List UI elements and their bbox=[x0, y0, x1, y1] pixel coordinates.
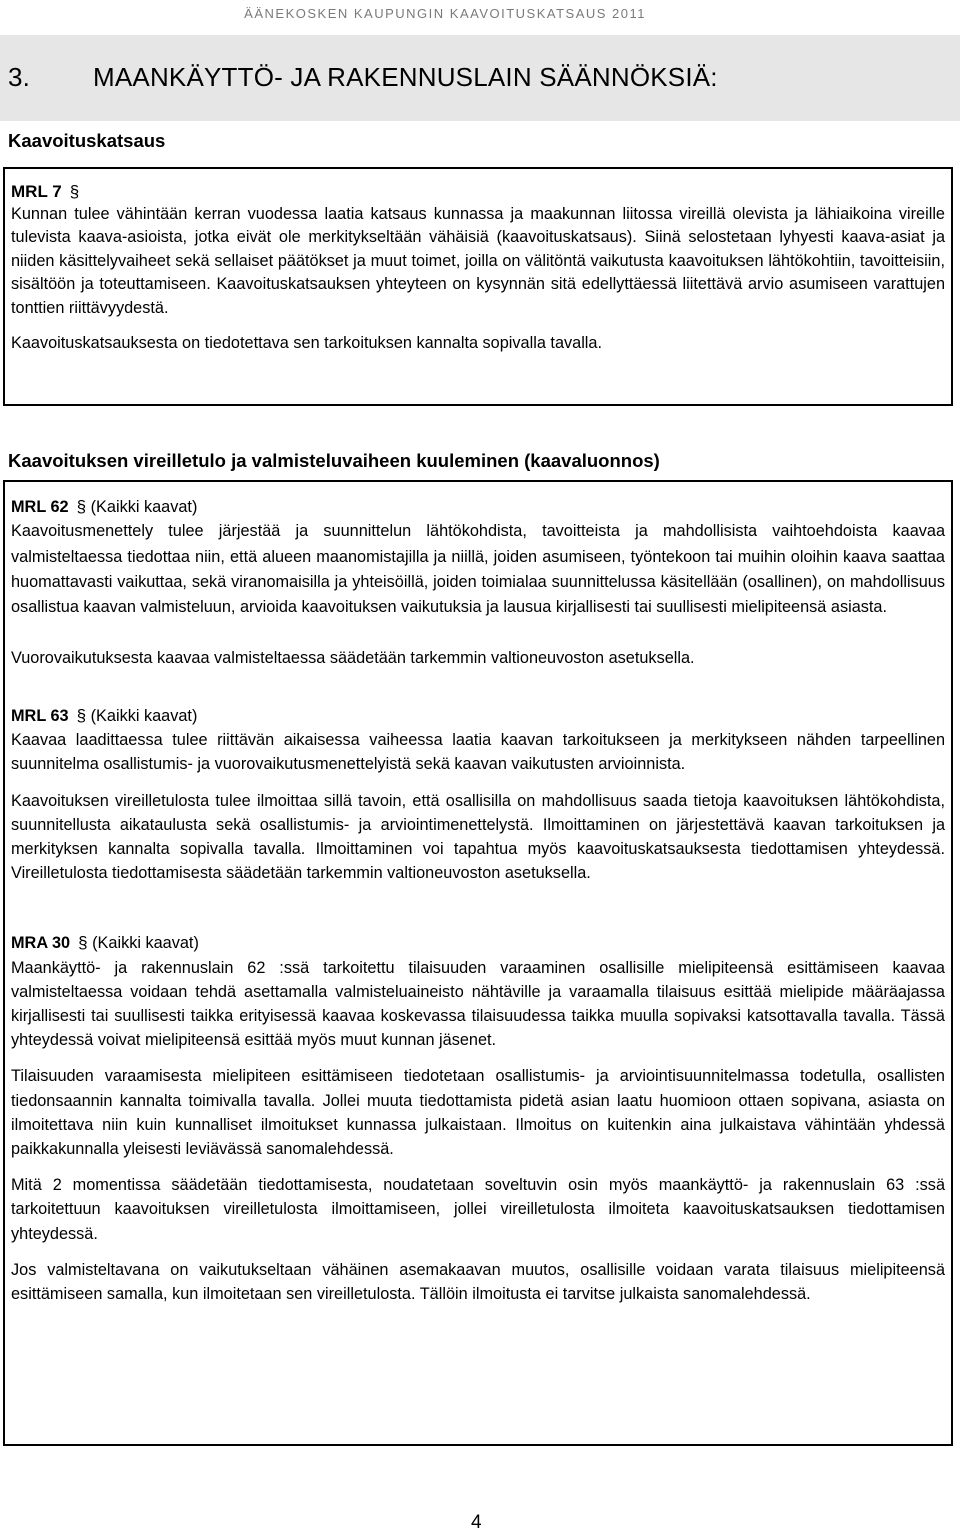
running-header: ÄÄNEKOSKEN KAUPUNGIN KAAVOITUSKATSAUS 2011 bbox=[244, 6, 646, 21]
law-box-vireilletulo bbox=[3, 480, 953, 1446]
paragraph: Vuorovaikutuksesta kaavaa valmisteltaessa säädetään tarkemmin valtioneuvoston asetuksella. bbox=[11, 648, 695, 667]
section-sign-icon: § bbox=[78, 933, 88, 953]
paragraph: Maankäyttö- ja rakennuslain 62 :ssä tarkoitettu tilaisuuden varaaminen osallisille mielipiteensä esittämiseen kaavaa valmisteltaessa voidaan tehdä asettamalla valmisteluaineisto nähtäville ja varaamalla tilaisuus esittää mielipide määräajassa kirjallisesti tai suullisesti taikka erityisessä kaavaa koskevassa tilaisuudessa taikka muulla sopivaksi katsottavalla tavalla. Tässä yhteydessä voivat mielipiteensä esittää myös muut kunnan jäsenet. bbox=[11, 958, 945, 1050]
chapter-number: 3. bbox=[8, 62, 31, 92]
paragraph: Kaavoituskatsauksesta on tiedotettava sen tarkoituksen kannalta sopivalla tavalla. bbox=[11, 334, 603, 353]
paragraph: Jos valmisteltavana on vaikutukseltaan vähäinen asemakaavan muutos, osallisille voidaan varata tilaisuus mielipiteensä esittämiseen samalla, kun ilmoitetaan sen vireilletulosta. Tällöin ilmoitusta ei tarvitse julkaista sanomalehdessä. bbox=[11, 1260, 945, 1304]
paragraph: Kunnan tulee vähintään kerran vuodessa laatia katsaus kunnassa ja maakunnan liitossa vireillä olevista ja lähiaikoina vireille tulevista kaava-asioista, jotka eivät ole merkitykseltään vähäisiä (kaavoituskatsaus). Siinä selostetaan lyhyesti kaava-asiat ja niiden käsittelyvaiheet sekä sellaiset päätökset ja muut toimet, joilla on välitöntä vaikutusta kaavoituksen lähtökohtiin, tavoitteisiin, sisältöön ja toteuttamiseen. Kaavoituskatsauksen yhteyteen on kysynnän sitä edellyttäessä liitettävä arvio asumiseen varattujen tonttien riittävyydestä. bbox=[11, 205, 945, 317]
law-reference: MRL 7 § bbox=[11, 182, 80, 201]
paragraph: Mitä 2 momentissa säädetään tiedottamisesta, noudatetaan soveltuvin osin myös maankäyttö- ja rakennuslain 63 :ssä tarkoitettuun kaavoituksen vireilletulosta ilmoittamiseen, jollei vireilletulosta ilmoiteta kaavoituskatsauksen tiedottamisen yhteydessä. bbox=[11, 1176, 945, 1243]
law-reference-mra-30: MRA 30 § (Kaikki kaavat) bbox=[11, 933, 199, 953]
law-reference-mrl-63: MRL 63 § (Kaikki kaavat) bbox=[11, 706, 198, 726]
page-number: 4 bbox=[471, 1512, 482, 1533]
section-sign-icon: § bbox=[69, 182, 80, 201]
section-sign-icon: § bbox=[76, 706, 87, 726]
section-heading-kaavoituskatsaus: Kaavoituskatsaus bbox=[8, 130, 166, 151]
chapter-title-text: MAANKÄYTTÖ- JA RAKENNUSLAIN SÄÄNNÖKSIÄ: bbox=[93, 62, 718, 92]
paragraph: Kaavoituksen vireilletulosta tulee ilmoittaa sillä tavoin, että osallisilla on mahdollisuus saada tietoja kaavoituksen lähtökohdista, suunnitellusta aikataulusta sekä osallistumis- ja arviointimenettelystä. Ilmoittaminen on järjestettävä kaavan tarkoituksen ja merkityksen kannalta sopivalla tavalla. Ilmoittaminen voi tapahtua myös kaavoituskatsauksesta tiedottamisen yhteydessä. Vireilletulosta tiedottamisesta säädetään tarkemmin valtioneuvoston asetuksella. bbox=[11, 791, 945, 883]
paragraph: Kaavaa laadittaessa tulee riittävän aikaisessa vaiheessa laatia kaavan tarkoitukseen ja merkitykseen nähden tarpeellinen suunnitelma osallistumis- ja vuorovaikutusmenettelyistä sekä kaavan vaikutusten arvioinnista. bbox=[11, 731, 945, 774]
law-box-mrl-7 bbox=[3, 167, 953, 406]
section-heading-vireilletulo: Kaavoituksen vireilletulo ja valmisteluvaiheen kuuleminen (kaavaluonnos) bbox=[8, 450, 660, 471]
law-reference-mrl-62: MRL 62 § (Kaikki kaavat) bbox=[11, 497, 198, 516]
section-sign-icon: § bbox=[76, 497, 87, 516]
paragraph: Tilaisuuden varaamisesta mielipiteen esittämiseen tiedotetaan osallistumis- ja arviointisuunnitelmassa todetulla, osallisten tiedonsaannin kannalta toimivalla tavalla. Jollei muuta tiedottamista pidetä asian laatu huomioon ottaen sopivana, asiasta on ilmoitettava niin kuin kunnalliset ilmoitukset kunnassa julkaistaan. Ilmoitus on kuitenkin aina julkaistava vähintään yhdessä paikkakunnalla yleisesti leviävässä sanomalehdessä. bbox=[11, 1067, 945, 1159]
chapter-title bbox=[8, 62, 718, 93]
paragraph: Kaavoitusmenettely tulee järjestää ja suunnittelun lähtökohdista, tavoitteista ja mahdollisista vaihtoehdoista kaavaa valmisteltaessa tiedottaa niin, että alueen maanomistajilla ja niillä, joiden asumiseen, työntekoon tai muihin oloihin kaava saattaa huomattavasti vaikuttaa, sekä viranomaisilla ja yhteisöillä, joiden toimialaa suunnittelussa käsitellään (osallinen), on mahdollisuus osallistua kaavan valmisteluun, arvioida kaavoituksen vaikutuksia ja lausua kirjallisesti tai suullisesti mielipiteensä asiasta. bbox=[11, 522, 945, 617]
